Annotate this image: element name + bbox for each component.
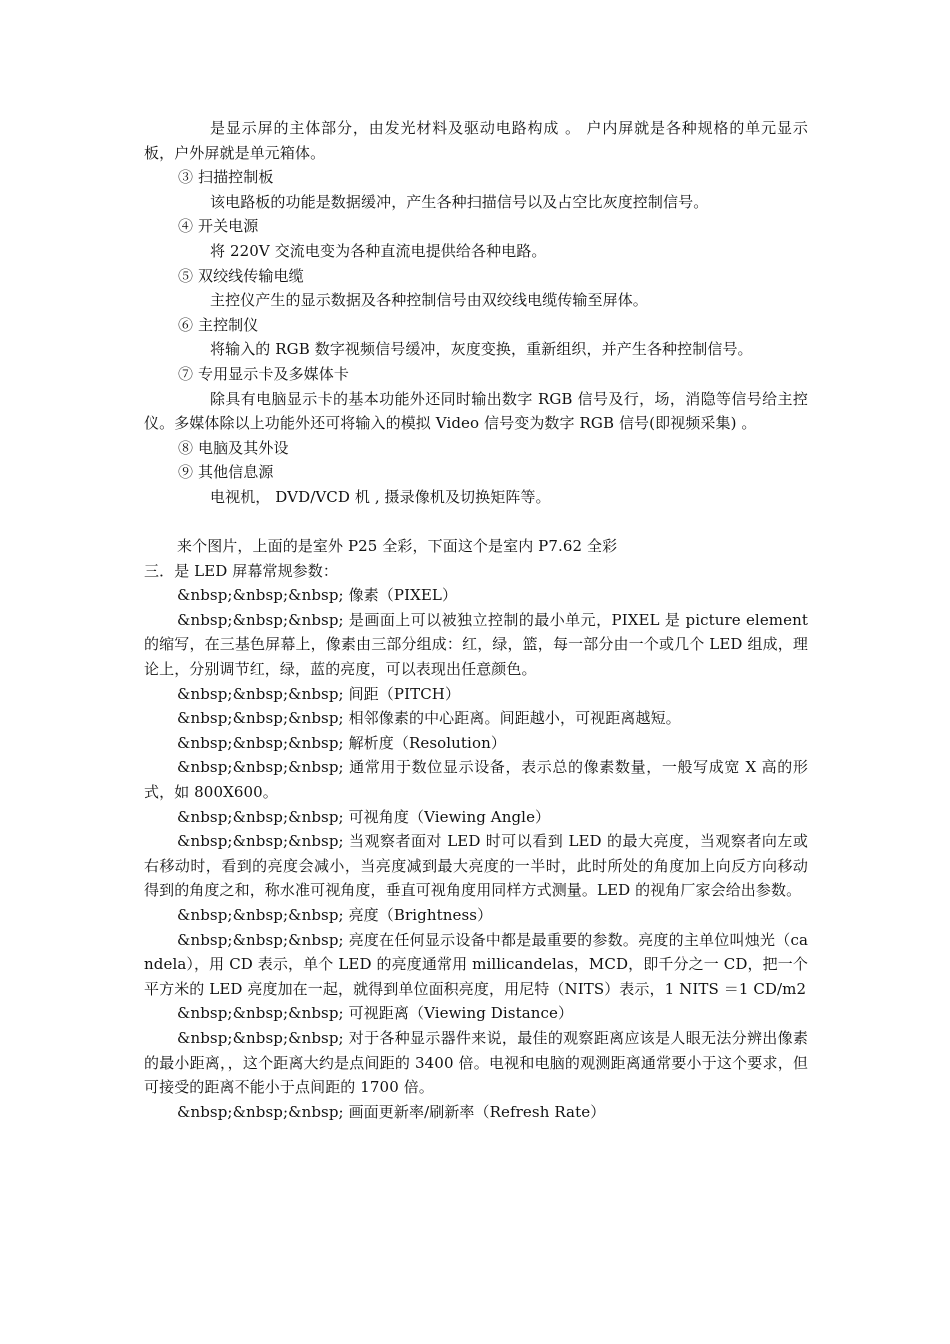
list-item-twisted-pair-cable: ⑤ 双绞线传输电缆 — [178, 266, 304, 285]
list-item-other-sources: ⑨ 其他信息源 — [178, 463, 274, 482]
list-item-display-card: ⑦ 专用显示卡及多媒体卡 — [178, 364, 349, 383]
param-desc-viewing-angle: &nbsp;&nbsp;&nbsp; 当观察者面对 LED 时可以看到 LED 的最大亮度，当观察者向左或右移动时，看到的亮度会减小，当亮度减到最大亮度的一半时，此时所处的角度加上向反方向移动得到的角度之和，称水准可视角度，垂直可视角度用同样方式测量。LED 的视角厂家会给出参数。 — [144, 832, 808, 900]
param-title-brightness: &nbsp;&nbsp;&nbsp; 亮度（Brightness） — [177, 906, 493, 924]
param-title-viewing-distance: &nbsp;&nbsp;&nbsp; 可视距离（Viewing Distance） — [177, 1004, 574, 1023]
paragraph-twisted-pair-cable: 主控仪产生的显示数据及各种控制信号由双绞线电缆传输至屏体。 — [210, 291, 648, 310]
param-desc-resolution: &nbsp;&nbsp;&nbsp; 通常用于数位显示设备，表示总的像素数量，一般写成宽 X 高的形式，如 800X600。 — [144, 758, 808, 802]
paragraph-display-body: 是显示屏的主体部分，由发光材料及驱动电路构成 。 户内屏就是各种规格的单元显示板，户外屏就是单元箱体。 — [144, 119, 808, 162]
param-desc-viewing-distance: &nbsp;&nbsp;&nbsp; 对于各种显示器件来说，最佳的观察距离应该是人眼无法分辨出像素的最小距离，，这个距离大约是点间距的 3400 倍。电视和电脑的观测距离通常要小于这个要求，但可接受的距离不能小于点间距的 1700 倍。 — [144, 1028, 808, 1097]
paragraph-main-controller: 将输入的 RGB 数字视频信号缓冲，灰度变换，重新组织，并产生各种控制信号。 — [210, 340, 753, 359]
list-item-switching-power: ④ 开关电源 — [178, 217, 259, 236]
list-item-main-controller: ⑥ 主控制仪 — [178, 315, 259, 334]
param-title-pitch: &nbsp;&nbsp;&nbsp; 间距（PITCH） — [177, 684, 461, 703]
param-desc-pixel: &nbsp;&nbsp;&nbsp; 是画面上可以被独立控制的最小单元，PIXEL 是 picture element 的缩写，在三基色屏幕上，像素由三部分组成：红，绿，篮，每一部分由一个或几个 LED 组成，理论上，分别调节红，绿，蓝的亮度，可以表现出任意颜色。 — [144, 610, 808, 679]
list-item-computer: ⑧ 电脑及其外设 — [178, 438, 289, 457]
param-title-resolution: &nbsp;&nbsp;&nbsp; 解析度（Resolution） — [177, 733, 506, 752]
param-title-refresh-rate: &nbsp;&nbsp;&nbsp; 画面更新率/刷新率（Refresh Rate） — [177, 1102, 606, 1121]
param-desc-brightness: &nbsp;&nbsp;&nbsp; 亮度在任何显示设备中都是最重要的参数。亮度的主单位叫烛光（candela），用 CD 表示，单个 LED 的亮度通常用 millicandelas，MCD，即千分之一 CD，把一个平方米的 LED 亮度加在一起，就得到单位面积亮度，用尼特（NITS）表示，1 NITS ＝1 CD/m2 — [144, 930, 808, 998]
paragraph-other-sources: 电视机， DVD/VCD 机 , 摄录像机及切换矩阵等。 — [210, 487, 551, 506]
document-body — [144, 116, 808, 1124]
paragraph-image-note: 来个图片，上面的是室外 P25 全彩，下面这个是室内 P7.62 全彩 — [177, 537, 618, 556]
paragraph-scan-control-board: 该电路板的功能是数据缓冲，产生各种扫描信号以及占空比灰度控制信号。 — [210, 192, 709, 211]
param-title-viewing-angle: &nbsp;&nbsp;&nbsp; 可视角度（Viewing Angle） — [177, 807, 551, 826]
param-desc-pitch: &nbsp;&nbsp;&nbsp; 相邻像素的中心距离。间距越小，可视距离越短。 — [177, 709, 681, 728]
section-heading-led-parameters: 三．是 LED 屏幕常规参数： — [144, 561, 338, 580]
paragraph-switching-power: 将 220V 交流电变为各种直流电提供给各种电路。 — [210, 241, 547, 260]
blank-line — [144, 510, 808, 535]
paragraph-display-card: 除具有电脑显示卡的基本功能外还同时输出数字 RGB 信号及行，场，消隐等信号给主控仪。多媒体除以上功能外还可将输入的模拟 Video 信号变为数字 RGB 信号(即视频采集) 。 — [144, 389, 808, 433]
list-item-scan-control-board: ③ 扫描控制板 — [178, 168, 274, 187]
param-title-pixel: &nbsp;&nbsp;&nbsp; 像素（PIXEL） — [177, 586, 458, 605]
